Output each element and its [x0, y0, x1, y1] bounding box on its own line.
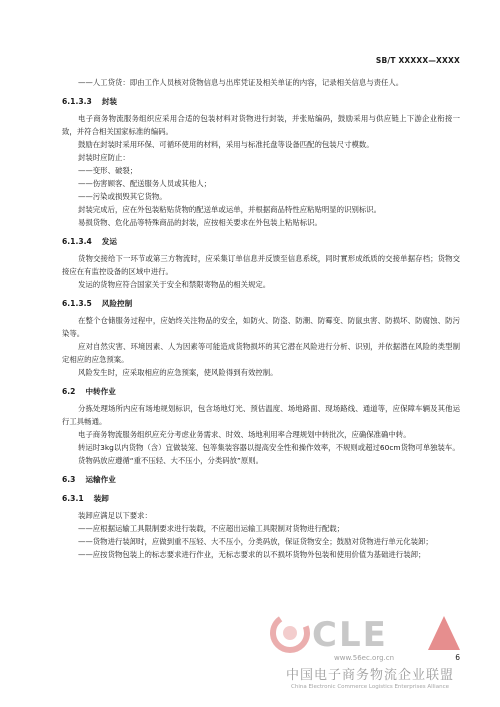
- paragraph: 货物交接给下一环节或第三方物流时，应采集订单信息并反馈至信息系统，同时實形成纸质的交接单据存档；货物交接应在有监控设备的区域中进行。: [62, 254, 460, 276]
- paragraph: ——伤害顾客、配送服务人员或其他人；: [78, 179, 212, 188]
- paragraph: ——污染或损毁其它货物。: [78, 192, 167, 201]
- paragraph: ——人工贷货：即由工作人员核对货物信息与出库凭证及相关单证的内容，记录相关信息与责任人。: [78, 78, 404, 87]
- watermark-org-en: China Electronic Commerce Logistics Enterprises Alliance: [291, 684, 449, 690]
- section-title: 中转作业: [85, 387, 116, 396]
- section-number: 6.3: [62, 475, 76, 484]
- paragraph: 应对自然灾害、环境因素、人为因素等可能造成货物损坏的其它潜在风险进行分析、识别，并依据潜在风险的类型制定相应的应急预案。: [62, 342, 460, 364]
- section-title: 运输作业: [85, 475, 116, 484]
- section-heading: [62, 235, 460, 248]
- page-number: 6: [455, 653, 460, 662]
- section-title: 封装: [101, 97, 117, 106]
- paragraph: 封装完成后，应在外包装粘贴货物的配送单或运单，并根据商品特性应粘贴明显的识别标识。: [78, 205, 382, 214]
- section-heading: [62, 95, 460, 108]
- watermark-url: www.56ec.org.cn: [334, 654, 395, 662]
- paragraph: 装卸应满足以下要求：: [78, 511, 152, 520]
- section-heading: [62, 297, 460, 310]
- section-title: 发运: [101, 237, 117, 246]
- section-heading: [62, 492, 460, 505]
- paragraph: ——变形、破裂；: [78, 166, 138, 175]
- paragraph: 风险发生时，应采取相应的应急预案，使风险得到有效控制。: [78, 368, 278, 377]
- paragraph: 转运时3kg以内货物（含）宜做装笼、包等集装容器以提高安全性和操作效率，不规则或超过60cm货物可单独装车。: [78, 443, 460, 452]
- section-number: 6.1.3.3: [62, 97, 92, 106]
- section-title: 风险控制: [101, 299, 133, 308]
- paragraph: 分拣处理场所内应有场地规划标识，包含场地灯光、预估温度、场地路面、现场路线、通道等，应保障车辆及其他运行工具畅通。: [62, 404, 460, 426]
- standard-number: SB/T XXXXX—XXXX: [375, 56, 460, 65]
- document-body: [62, 76, 460, 561]
- section-title: 装卸: [93, 494, 109, 503]
- paragraph: ——货物进行装卸时，应做到重不压轻、大不压小，分类码放，保证货物安全；鼓励对货物进行单元化装卸；: [78, 537, 433, 546]
- watermark-org-cn: 中国电子商务物流企业联盟: [285, 668, 454, 683]
- watermark: [250, 612, 490, 702]
- paragraph: 封装时应防止：: [78, 153, 130, 162]
- paragraph: 电子商务物流服务组织应采用合适的包装材料对货物进行封装，并张贴编码，鼓励采用与供应链上下游企业衔接一致，并符合相关国家标准的编码。: [62, 114, 460, 136]
- paragraph: 发运的货物应符合国家关于安全和禁限寄物品的相关规定。: [78, 280, 271, 289]
- section-number: 6.2: [62, 387, 76, 396]
- paragraph: 易损货物、危化品等特殊商品的封装，应按相关要求在外包装上粘贴标识。: [78, 218, 322, 227]
- paragraph: 鼓励在封装时采用环保、可循环使用的材料，采用与标准托盘等设备匹配的包装尺寸模数。: [78, 140, 374, 149]
- eclea-logo-icon: [268, 612, 468, 654]
- paragraph: ——应按货物包装上的标志要求进行作业，无标志要求的以不损坏货物外包装和使用价值为基础进行装卸；: [78, 550, 426, 559]
- section-number: 6.1.3.4: [62, 237, 92, 246]
- paragraph: 在整个仓储服务过程中，应始终关注物品的安全，如防火、防盗、防潮、防霉变、防鼠虫害、防损坏、防腐蚀、防污染等。: [62, 316, 460, 338]
- section-number: 6.3.1: [62, 494, 84, 503]
- section-number: 6.1.3.5: [62, 299, 92, 308]
- paragraph: 货物码放应遵循“重不压轻、大不压小，分类码放”原则。: [78, 456, 264, 465]
- svg-text:CLE: CLE: [312, 615, 388, 654]
- paragraph: 电子商务物流服务组织应充分考虑业务需求、时效、场地利用率合理规划中转批次，应确保准确中转。: [78, 430, 411, 439]
- paragraph: ——应根据运输工具限制要求进行装载，不应超出运输工具限制对货物进行配载；: [78, 524, 345, 533]
- section-heading: [62, 385, 460, 398]
- section-heading: [62, 473, 460, 486]
